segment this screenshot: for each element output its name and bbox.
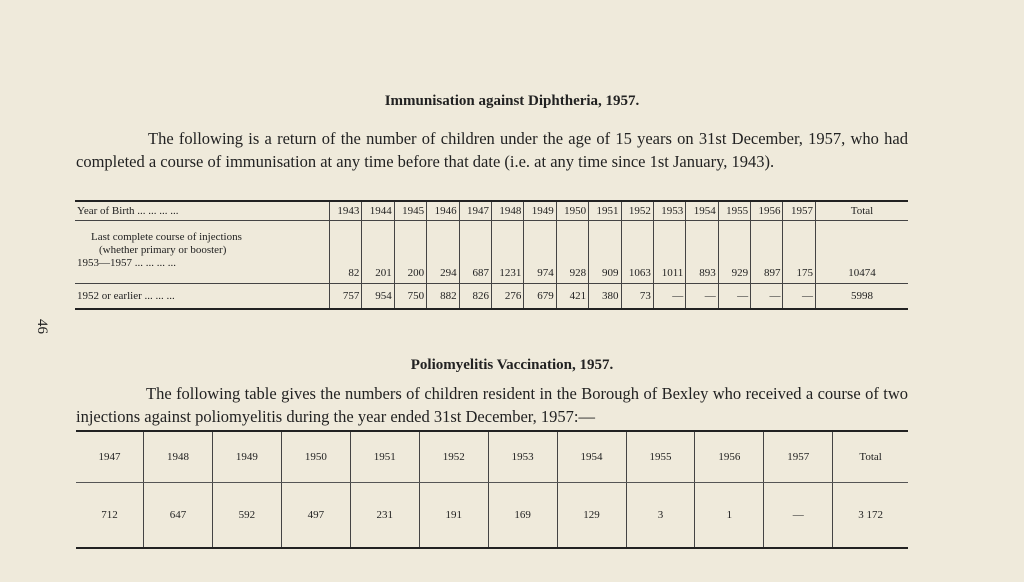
year-header: 1950 bbox=[556, 201, 588, 221]
table-cell: 380 bbox=[589, 284, 621, 310]
table-cell: 592 bbox=[212, 483, 281, 549]
table-cell: 497 bbox=[281, 483, 350, 549]
diphtheria-header-row bbox=[75, 201, 908, 221]
year-header: 1948 bbox=[491, 201, 523, 221]
total-cell: 3 172 bbox=[833, 483, 908, 549]
diphtheria-paragraph: The following is a return of the number of children under the age of 15 years on 31st December, 1957, who had completed a course of immunisation at any time before that date (i.e. at any time since 1st January, 1943). bbox=[76, 129, 908, 171]
table-cell: 928 bbox=[556, 221, 588, 284]
table-cell: 169 bbox=[488, 483, 557, 549]
year-header: 1954 bbox=[557, 431, 626, 483]
table-cell: 73 bbox=[621, 284, 653, 310]
table-cell: 712 bbox=[101, 509, 118, 521]
table-cell: — bbox=[751, 284, 783, 310]
table-cell: 1063 bbox=[621, 221, 653, 284]
table-cell: 954 bbox=[362, 284, 394, 310]
year-header: 1952 bbox=[419, 431, 488, 483]
year-header: 1951 bbox=[589, 201, 621, 221]
year-header: 1948 bbox=[144, 431, 213, 483]
table-cell: 276 bbox=[491, 284, 523, 310]
row-label bbox=[75, 221, 330, 284]
table-cell: 3 bbox=[626, 483, 695, 549]
year-header: 1951 bbox=[350, 431, 419, 483]
table-cell: 129 bbox=[557, 483, 626, 549]
table-cell: 687 bbox=[459, 221, 491, 284]
year-header: 1957 bbox=[783, 201, 816, 221]
total-header: Total bbox=[833, 431, 908, 483]
table-cell: 294 bbox=[427, 221, 459, 284]
year-header: 1953 bbox=[488, 431, 557, 483]
total-cell: 5998 bbox=[816, 284, 909, 310]
year-header: 1955 bbox=[626, 431, 695, 483]
table-cell: 974 bbox=[524, 221, 556, 284]
table-cell: 647 bbox=[144, 483, 213, 549]
year-header: 1956 bbox=[751, 201, 783, 221]
table-cell: 750 bbox=[394, 284, 426, 310]
table-row bbox=[75, 221, 908, 284]
year-header: 1945 bbox=[394, 201, 426, 221]
row-label-line: Last complete course of injections bbox=[91, 230, 242, 243]
table-cell: 882 bbox=[427, 284, 459, 310]
polio-title: Poliomyelitis Vaccination, 1957. bbox=[410, 357, 614, 373]
table-cell: 757 bbox=[330, 284, 362, 310]
table-cell: 82 bbox=[330, 221, 362, 284]
total-cell: 10474 bbox=[816, 221, 909, 284]
year-header: 1954 bbox=[686, 201, 718, 221]
table-cell: 201 bbox=[362, 221, 394, 284]
table-cell: 893 bbox=[686, 221, 718, 284]
year-header: 1949 bbox=[524, 201, 556, 221]
table-cell: 1011 bbox=[653, 221, 685, 284]
table-cell: 929 bbox=[718, 221, 750, 284]
total-header: Total bbox=[816, 201, 909, 221]
year-header: 1952 bbox=[621, 201, 653, 221]
table-cell: 679 bbox=[524, 284, 556, 310]
row-label-line: (whether primary or booster) bbox=[99, 243, 227, 256]
polio-header-row bbox=[76, 431, 908, 483]
year-header: 1956 bbox=[695, 431, 764, 483]
table-cell: 421 bbox=[556, 284, 588, 310]
year-of-birth-label: Year of Birth ... ... ... ... bbox=[75, 201, 330, 221]
year-header: 1949 bbox=[212, 431, 281, 483]
row-label-line: 1953—1957 ... ... ... ... bbox=[77, 256, 176, 269]
table-cell: 1 bbox=[695, 483, 764, 549]
table-cell: — bbox=[686, 284, 718, 310]
table-cell: 200 bbox=[394, 221, 426, 284]
page-number: 46 bbox=[34, 319, 50, 334]
year-header: 1950 bbox=[281, 431, 350, 483]
table-cell: 826 bbox=[459, 284, 491, 310]
table-cell: 909 bbox=[589, 221, 621, 284]
row-label: 1952 or earlier ... ... ... bbox=[75, 284, 330, 310]
year-header: 1955 bbox=[718, 201, 750, 221]
polio-table bbox=[76, 430, 908, 549]
table-row bbox=[76, 483, 908, 549]
year-header: 1953 bbox=[653, 201, 685, 221]
polio-paragraph: The following table gives the numbers of children resident in the Borough of Bexley who received a course of two injections against poliomyelitis during the year ended 31st December, 1957:— bbox=[76, 384, 908, 426]
year-header: 1947 bbox=[76, 431, 144, 483]
table-cell: 191 bbox=[419, 483, 488, 549]
year-header: 1943 bbox=[330, 201, 362, 221]
table-cell: — bbox=[764, 483, 833, 549]
table-cell: 231 bbox=[350, 483, 419, 549]
table-cell: 1231 bbox=[491, 221, 523, 284]
table-row bbox=[75, 284, 908, 310]
year-header: 1944 bbox=[362, 201, 394, 221]
table-cell: — bbox=[718, 284, 750, 310]
year-header: 1957 bbox=[764, 431, 833, 483]
table-cell: 175 bbox=[783, 221, 816, 284]
table-cell: — bbox=[653, 284, 685, 310]
year-header: 1947 bbox=[459, 201, 491, 221]
diphtheria-table bbox=[75, 200, 908, 310]
table-cell: — bbox=[783, 284, 816, 310]
table-cell: 897 bbox=[751, 221, 783, 284]
year-header: 1946 bbox=[427, 201, 459, 221]
diphtheria-title: Immunisation against Diphtheria, 1957. bbox=[384, 93, 640, 109]
